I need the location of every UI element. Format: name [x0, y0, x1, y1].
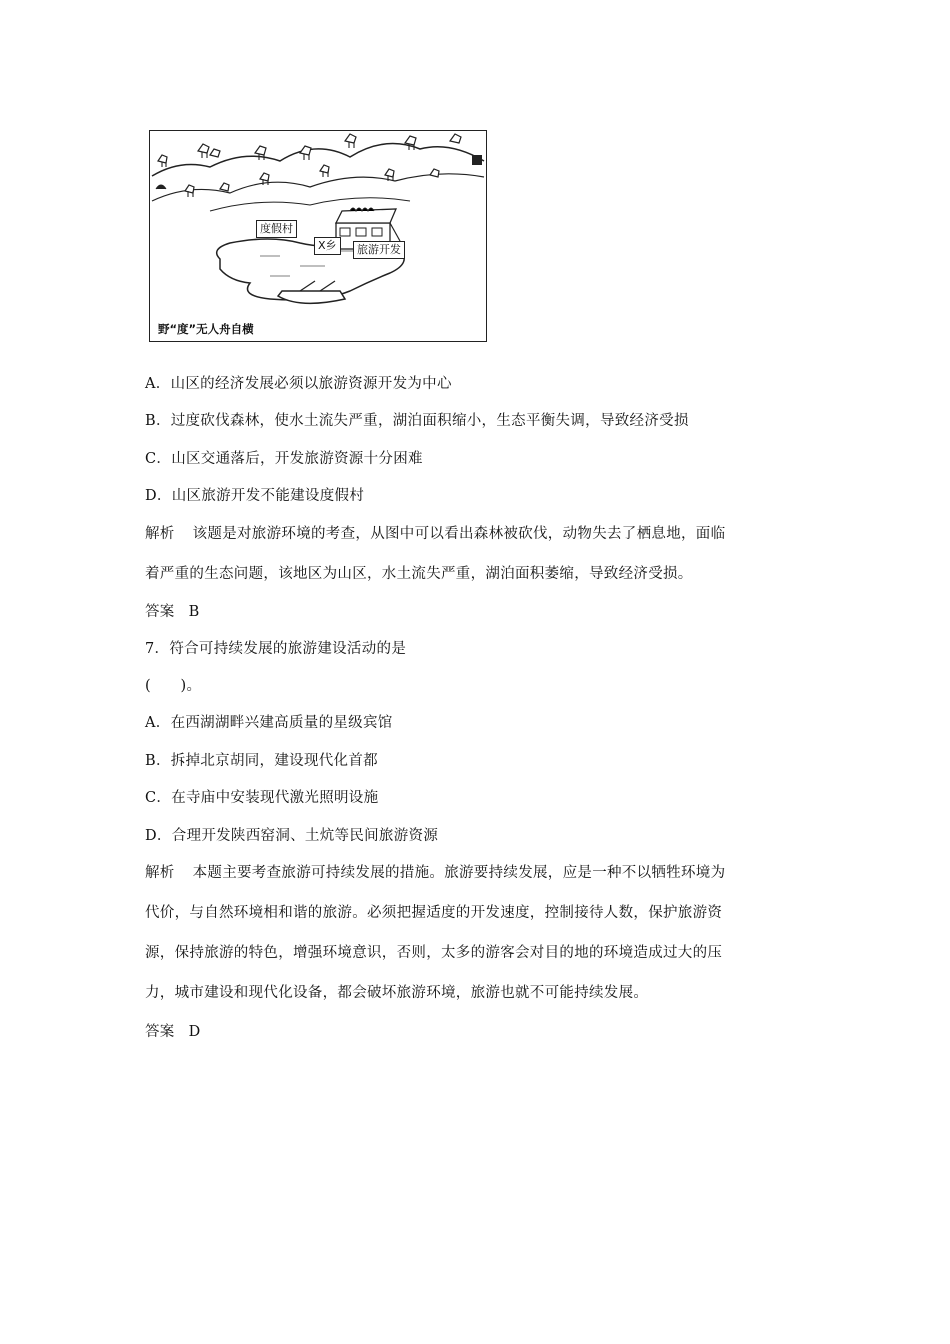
q6-analysis-line2: 着严重的生态问题，该地区为山区，水土流失严重，湖泊面积萎缩，导致经济受损。 [145, 566, 693, 582]
q6-option-d: D．山区旅游开发不能建设度假村 [145, 488, 365, 504]
resort-label: 度假村 [256, 220, 297, 238]
answer-value: B [188, 604, 200, 620]
q6-option-c: C．山区交通落后，开发旅游资源十分困难 [145, 451, 423, 467]
analysis-label: 解析 [145, 865, 175, 881]
analysis-text: 该题是对旅游环境的考查，从图中可以看出森林被砍伐，动物失去了栖息地，面临 [192, 526, 726, 542]
q7-analysis-line4: 力，城市建设和现代化设备，都会破坏旅游环境，旅游也就不可能持续发展。 [145, 985, 649, 1001]
answer-label: 答案 [145, 604, 175, 620]
deforestation-cartoon [150, 131, 486, 341]
q6-option-b: B．过度砍伐森林，使水土流失严重，湖泊面积缩小，生态平衡失调，导致经济受损 [145, 413, 689, 429]
q6-option-a: A．山区的经济发展必须以旅游资源开发为中心 [145, 376, 452, 392]
q7-option-b: B．拆掉北京胡同，建设现代化首都 [145, 753, 378, 769]
q7-paren: ( )。 [145, 678, 202, 694]
q7-answer [145, 1022, 201, 1042]
q7-option-d: D．合理开发陕西窑洞、土炕等民间旅游资源 [145, 828, 439, 844]
analysis-label: 解析 [145, 526, 175, 542]
q6-analysis-line1 [145, 524, 725, 544]
answer-value: D [188, 1024, 201, 1040]
q7-option-c: C．在寺庙中安装现代激光照明设施 [145, 790, 379, 806]
township-label: X乡 [314, 237, 341, 255]
answer-label: 答案 [145, 1024, 175, 1040]
q7-option-a: A．在西湖湖畔兴建高质量的星级宾馆 [145, 715, 393, 731]
q6-answer [145, 602, 200, 622]
q7-stem: 7．符合可持续发展的旅游建设活动的是 [145, 641, 407, 657]
q7-analysis-line3: 源，保持旅游的特色，增强环境意识，否则，太多的游客会对目的地的环境造成过大的压 [145, 945, 723, 961]
analysis-text: 本题主要考查旅游可持续发展的措施。旅游要持续发展，应是一种不以牺牲环境为 [192, 865, 726, 881]
q7-analysis-line1 [145, 863, 725, 883]
q7-analysis-line2: 代价，与自然环境相和谐的旅游。必须把握适度的开发速度，控制接待人数，保护旅游资 [145, 905, 723, 921]
cartoon-figure [149, 130, 487, 342]
tourism-development-label: 旅游开发 [353, 241, 405, 259]
figure-caption: 野“度”无人舟自横 [158, 322, 254, 336]
